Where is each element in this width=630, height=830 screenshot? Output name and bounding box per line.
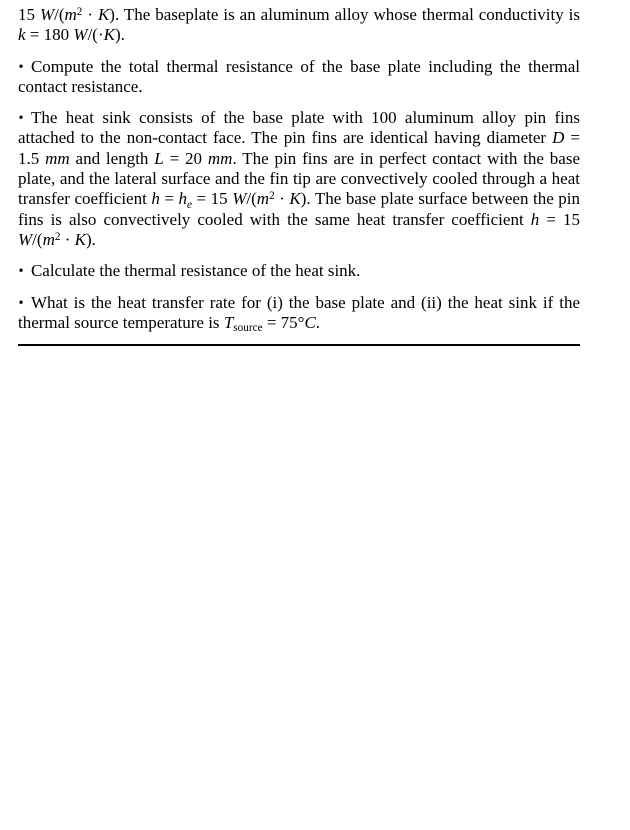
- text-run: h: [151, 189, 160, 209]
- text-run: ·: [274, 189, 290, 209]
- text-run: ·: [60, 229, 75, 249]
- text-run: W: [18, 229, 33, 249]
- text-run: What is the heat transfer rate for (i) the base plate and (ii) the heat sink if the thermal source temperature is: [18, 292, 580, 332]
- text-run: m: [42, 229, 55, 249]
- text-run: Calculate the thermal resistance of the heat sink.: [30, 261, 361, 281]
- text-run: ).: [85, 229, 96, 249]
- text-run: e: [187, 198, 193, 211]
- text-run: /(: [54, 5, 65, 24]
- text-run: =: [159, 189, 179, 209]
- text-run: mm: [207, 148, 233, 168]
- text-run: = 1.5: [18, 128, 580, 168]
- bullet-icon: •: [18, 294, 24, 311]
- paragraph: [18, 5, 580, 46]
- text-run: Compute the total thermal resistance of the base plate including the thermal contact resistance.: [18, 56, 580, 96]
- text-run: K: [97, 5, 110, 24]
- text-run: h: [530, 209, 540, 229]
- horizontal-rule: [18, 344, 580, 346]
- bullet-icon: •: [18, 262, 24, 279]
- text-run: .: [315, 312, 321, 332]
- text-run: k: [18, 25, 26, 45]
- text-run: L: [154, 148, 164, 168]
- text-run: = 15: [192, 189, 233, 209]
- text-run: source: [233, 322, 263, 334]
- text-run: 2: [269, 190, 275, 203]
- text-run: ). The baseplate is an aluminum alloy whose thermal conductivity is: [109, 5, 580, 24]
- text-run: . The pin fins are in perfect contact with the base plate, and the lateral surface and the fin tip are convectively cooled through a heat transfer coefficient: [18, 148, 580, 209]
- text-run: ).: [114, 25, 125, 45]
- text-run: h: [178, 189, 188, 209]
- bullet-icon: •: [18, 109, 24, 126]
- text-run: 2: [54, 230, 61, 243]
- text-run: T: [223, 312, 234, 332]
- text-run: /(: [32, 229, 43, 249]
- text-run: /(·: [87, 25, 104, 45]
- text-run: mm: [45, 148, 70, 168]
- text-run: 2: [76, 5, 83, 18]
- text-run: W: [232, 189, 247, 209]
- text-run: = 75°: [262, 312, 305, 332]
- text-run: = 180: [25, 25, 74, 45]
- text-run: m: [256, 189, 270, 209]
- text-run: K: [74, 229, 86, 249]
- text-run: The heat sink consists of the base plate with 100 aluminum alloy pin fins attached to the non-contact face. The pin fins are identical having diameter: [18, 108, 580, 148]
- bullet-icon: •: [18, 58, 24, 75]
- text-run: = 20: [163, 148, 208, 168]
- text-run: m: [64, 5, 77, 24]
- text-run: /(: [246, 189, 257, 209]
- text-run: D: [552, 128, 565, 148]
- text-run: ·: [82, 5, 98, 24]
- text-run: W: [39, 5, 55, 24]
- text-run: ). The base plate surface between the pin fins is also convectively cooled with the same heat transfer coefficient: [18, 189, 581, 229]
- text-run: K: [289, 189, 301, 209]
- text-run: and length: [69, 148, 155, 168]
- document-body: [0, 0, 630, 346]
- text-run: 15: [18, 5, 40, 24]
- text-run: W: [73, 25, 88, 45]
- bullet-item: [18, 261, 580, 281]
- text-run: C: [304, 312, 316, 332]
- text-run: K: [103, 25, 115, 45]
- text-run: = 15: [539, 209, 580, 229]
- bullet-item: [18, 293, 580, 334]
- bullet-item: [18, 108, 580, 250]
- bullet-item: [18, 57, 580, 98]
